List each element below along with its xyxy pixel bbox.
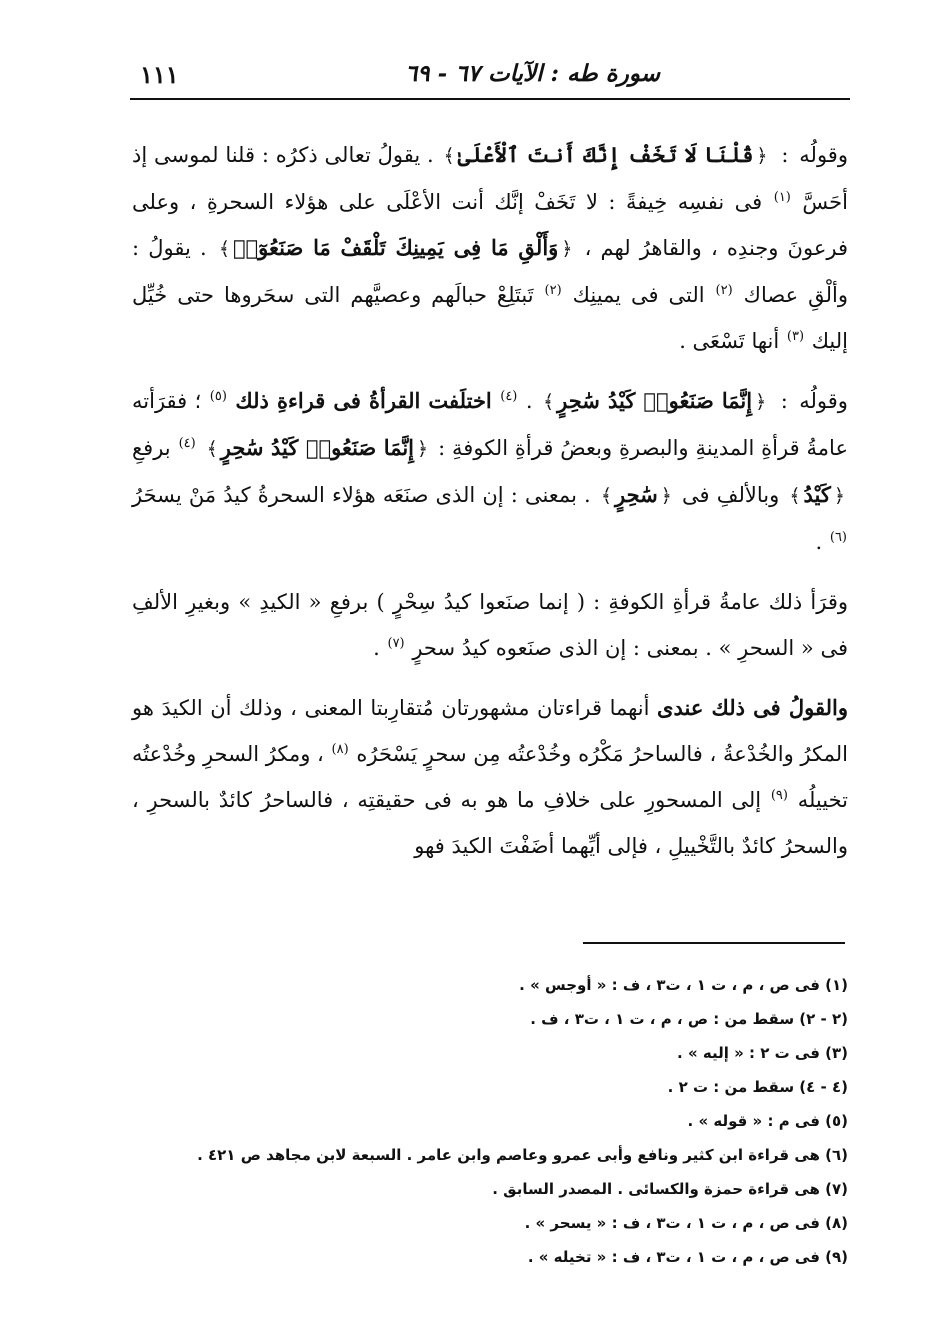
footnote: (٤ - ٤) سقط من : ت ٢ . xyxy=(667,1078,848,1096)
separator: : xyxy=(780,389,788,413)
paragraph xyxy=(132,378,848,565)
quran-quote-text: وَأَلْقِ مَا فِى يَمِينِكَ تَلْقَفْ مَا صَنَعُوٓا۟ xyxy=(232,235,559,260)
quote-open-bracket: ﴿ xyxy=(561,238,573,260)
footnote-reference: (٧) xyxy=(387,636,405,651)
text-segment: وقولُه xyxy=(799,389,848,413)
bold-lead-text: اختلَفت القرأةُ فى قراءةِ ذلك xyxy=(235,388,492,413)
footnote-separator xyxy=(583,942,845,944)
text-segment: برفعِ xyxy=(132,436,171,460)
text-segment: . يقولُ تعالى ذكرُه : قلنا لموسى إذ أحَسَّ xyxy=(132,143,848,214)
paragraph xyxy=(132,685,848,869)
paragraph xyxy=(132,132,848,364)
quran-quote-text: إِنَّمَا صَنَعُوا۟ كَيْدُ سَٰحِرٍ xyxy=(220,435,415,460)
quran-quote-text: سَٰحِرٍ xyxy=(615,482,658,507)
footnote-reference: (٥) xyxy=(209,389,227,404)
quote-open-bracket: ﴿ xyxy=(660,485,672,507)
quote-open-bracket: ﴿ xyxy=(755,391,767,413)
footnote-reference: (٤) xyxy=(178,436,196,451)
bold-lead-text: والقولُ فى ذلك عندى xyxy=(657,695,848,720)
page-header xyxy=(130,54,850,100)
footnote: (٧) هى قراءة حمزة والكسائى . المصدر السابق . xyxy=(492,1180,848,1198)
text-segment: ، ومكرُ السحرِ وخُدْعتُه تخييلُه xyxy=(132,742,848,812)
text-segment: تَبتَلِعْ حبالَهم وعصيَّهم التى سحَروها حتى خُيِّل إليك xyxy=(132,283,848,353)
footnote-reference: (٢) xyxy=(715,283,733,298)
text-segment: التى فى يمينِك xyxy=(572,283,705,307)
text-segment: أنها تَسْعَى . xyxy=(679,329,780,353)
main-text xyxy=(132,132,848,869)
quran-quote-text: إِنَّمَا صَنَعُوا۟ كَيْدُ سَٰحِرٍ xyxy=(557,388,753,413)
footnote: (١) فى ص ، م ، ت ١ ، ت٣ ، ف : « أوجس » . xyxy=(519,976,848,994)
footnote: (٨) فى ص ، م ، ت ١ ، ت٣ ، ف : « يسحر » . xyxy=(524,1214,848,1232)
text-segment: ؛ فقرَأته عامةُ قرأةِ المدينةِ والبصرةِ وبعضُ قرأةِ الكوفةِ : xyxy=(132,389,848,460)
quote-close-bracket: ﴾ xyxy=(543,391,555,413)
quote-close-bracket: ﴾ xyxy=(789,485,801,507)
footnote-reference: (٤) xyxy=(500,389,518,404)
text-segment: إلى المسحورِ على خلافِ ما هو به فى حقيقتِه ، فالساحرُ كائدٌ بالسحرِ ، والسحرُ كائدٌ بالتَّخْييلِ ، فإلى أيِّهما أضَفْتَ الكيدَ فهو xyxy=(132,788,848,858)
quote-open-bracket: ﴿ xyxy=(417,438,429,460)
text-segment: . xyxy=(373,636,380,660)
text-segment: وقرَأ ذلك عامةُ قرأةِ الكوفةِ : ( إنما صنَعوا كيدُ سِحْرٍ ) برفعِ « الكيدِ » وبغيرِ الألفِ فى « السحرِ » . بمعنى : إن الذى صنَعوه كيدُ سحرٍ xyxy=(132,590,848,660)
quote-close-bracket: ﴾ xyxy=(443,145,455,167)
quote-close-bracket: ﴾ xyxy=(600,485,613,507)
text-segment: فى نفسِه خِيفةً : لا تَخَفْ إنَّك أنت الأعْلَى على هؤلاء السحرةِ ، وعلى فرعونَ وجندِه ، والقاهرُ لهم ، xyxy=(132,190,848,260)
text-segment: . xyxy=(525,389,533,413)
footnote: (٦) هى قراءة ابن كثير ونافع وأبى عمرو وعاصم وابن عامر . السبعة لابن مجاهد ص ٤٢١ . xyxy=(197,1146,848,1164)
footnote-reference: (٩) xyxy=(770,788,788,803)
footnote: (٢ - ٢) سقط من : ص ، م ، ت ١ ، ت٣ ، ف . xyxy=(530,1010,848,1028)
quran-quote xyxy=(441,142,771,167)
paragraph xyxy=(132,579,848,671)
separator: : xyxy=(781,143,789,167)
running-head: سورة طه : الآيات ٦٧ - ٦٩ xyxy=(404,60,660,87)
text-segment: أنهما قراءتان مشهورتان مُتقارِبتا المعنى ، وذلك أن الكيدَ هو المكرُ والخُدْعةُ ، فالساحرُ مَكْرُه وخُدْعتُه مِن سحرٍ يَسْحَرُه xyxy=(132,696,848,766)
page-number: ١١١ xyxy=(140,60,179,89)
text-segment: وبالألفِ فى xyxy=(682,483,780,507)
footnote-reference: (٦) xyxy=(829,530,847,545)
quote-open-bracket: ﴿ xyxy=(833,485,845,507)
text-segment: . xyxy=(815,530,823,554)
footnote-reference: (٢) xyxy=(544,283,562,298)
footnote-reference: (٣) xyxy=(786,329,805,344)
footnote: (٩) فى ص ، م ، ت ١ ، ت٣ ، ف : « تخيله » . xyxy=(527,1248,848,1266)
text-segment: . يقولُ : وألْقِ عصاك xyxy=(132,236,848,307)
quran-quote xyxy=(216,235,576,260)
quote-open-bracket: ﴿ xyxy=(756,145,768,167)
footnote: (٥) فى م : « قوله » . xyxy=(687,1112,848,1130)
text-segment: . بمعنى : إن الذى صنَعَه هؤلاء السحرةُ كيدُ مَنْ يسحَرُ xyxy=(132,483,591,507)
quran-quote xyxy=(204,435,432,460)
quran-quote-text: قُلْنَا لَا تَخَفْ إِنَّكَ أَنتَ ٱلْأَعْلَىٰ xyxy=(457,142,754,167)
quote-close-bracket: ﴾ xyxy=(206,438,218,460)
quote-close-bracket: ﴾ xyxy=(218,238,230,260)
text-segment: وقولُه xyxy=(799,143,848,167)
footnote: (٣) فى ت ٢ : « إليه » . xyxy=(677,1044,848,1062)
footnotes xyxy=(132,970,848,1276)
quran-quote xyxy=(598,482,675,507)
header-rule xyxy=(130,98,850,100)
quran-quote xyxy=(786,482,848,507)
footnote-reference: (١) xyxy=(773,190,791,205)
quran-quote-text: كَيْدُ xyxy=(803,482,831,507)
quran-quote xyxy=(540,388,769,413)
footnote-reference: (٨) xyxy=(331,742,349,757)
